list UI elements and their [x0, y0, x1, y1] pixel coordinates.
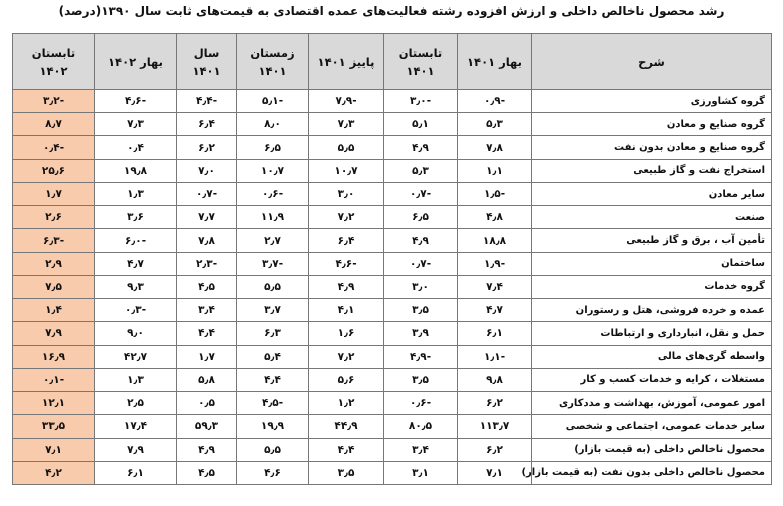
value-cell: ۶٫۲ [458, 438, 532, 461]
value-cell: ۶٫۱ [95, 461, 177, 484]
value-cell: ۴٫۷ [95, 252, 177, 275]
table-row [13, 345, 772, 368]
value-cell: -۳٫۲ [13, 90, 95, 113]
value-cell: ۰٫۴ [95, 136, 177, 159]
row-label: گروه صنایع و معادن [532, 113, 772, 136]
value-cell: ۴٫۶ [237, 461, 309, 484]
value-cell: ۱٫۷ [177, 345, 237, 368]
table-row [13, 461, 772, 484]
value-cell: ۴٫۹ [384, 136, 458, 159]
value-cell: -۰٫۶ [237, 182, 309, 205]
value-cell: ۳٫۰ [309, 182, 384, 205]
header-col: تابستان ۱۴۰۲ [13, 34, 95, 90]
row-label: استخراج نفت و گاز طبیعی [532, 159, 772, 182]
value-cell: ۳٫۱ [384, 461, 458, 484]
value-cell: -۰٫۴ [13, 136, 95, 159]
value-cell: ۷٫۹ [95, 438, 177, 461]
value-cell: ۵٫۵ [237, 275, 309, 298]
value-cell: ۳٫۷ [237, 299, 309, 322]
value-cell: ۶٫۴ [309, 229, 384, 252]
value-cell: -۴٫۶ [95, 90, 177, 113]
value-cell: ۳٫۹ [384, 322, 458, 345]
value-cell: -۱٫۹ [458, 252, 532, 275]
value-cell: ۲٫۶ [13, 206, 95, 229]
value-cell: ۳٫۰ [384, 275, 458, 298]
value-cell: ۷٫۱ [13, 438, 95, 461]
value-cell: ۳٫۵ [384, 368, 458, 391]
value-cell: ۵٫۳ [384, 159, 458, 182]
value-cell: ۶٫۵ [237, 136, 309, 159]
value-cell: ۱۱٫۹ [237, 206, 309, 229]
value-cell: ۸٫۰ [237, 113, 309, 136]
value-cell: ۱٫۷ [13, 182, 95, 205]
row-label: گروه خدمات [532, 275, 772, 298]
value-cell: ۶٫۲ [458, 392, 532, 415]
value-cell: ۷٫۱ [458, 461, 532, 484]
value-cell: ۴٫۴ [177, 322, 237, 345]
value-cell: ۱۱۳٫۷ [458, 415, 532, 438]
header-col: زمستان ۱۴۰۱ [237, 34, 309, 90]
value-cell: -۵٫۱ [237, 90, 309, 113]
value-cell: -۶٫۰ [95, 229, 177, 252]
value-cell: -۰٫۷ [177, 182, 237, 205]
value-cell: ۱٫۶ [309, 322, 384, 345]
header-col: سال ۱۴۰۱ [177, 34, 237, 90]
value-cell: -۱٫۱ [458, 345, 532, 368]
value-cell: ۵٫۸ [177, 368, 237, 391]
value-cell: ۷٫۳ [95, 113, 177, 136]
value-cell: ۵٫۶ [309, 368, 384, 391]
value-cell: ۹٫۰ [95, 322, 177, 345]
table-row [13, 392, 772, 415]
value-cell: ۱٫۱ [458, 159, 532, 182]
value-cell: ۷٫۸ [458, 136, 532, 159]
value-cell: ۱۷٫۴ [95, 415, 177, 438]
table-row [13, 322, 772, 345]
row-label: عمده و خرده فروشی، هتل و رستوران [532, 299, 772, 322]
value-cell: ۱٫۳ [95, 182, 177, 205]
value-cell: ۹٫۳ [95, 275, 177, 298]
value-cell: ۳٫۵ [384, 299, 458, 322]
value-cell: ۷٫۳ [309, 113, 384, 136]
value-cell: ۳٫۴ [177, 299, 237, 322]
table-row [13, 113, 772, 136]
value-cell: ۱٫۳ [95, 368, 177, 391]
table-row [13, 206, 772, 229]
value-cell: ۴٫۹ [177, 438, 237, 461]
table-row [13, 136, 772, 159]
table-row [13, 415, 772, 438]
header-label: شرح [532, 34, 772, 90]
header-col: پاییز ۱۴۰۱ [309, 34, 384, 90]
row-label: گروه کشاورزی [532, 90, 772, 113]
value-cell: ۱۲٫۱ [13, 392, 95, 415]
value-cell: -۴٫۹ [384, 345, 458, 368]
value-cell: ۳٫۴ [384, 438, 458, 461]
table-row [13, 252, 772, 275]
value-cell: ۸٫۷ [13, 113, 95, 136]
value-cell: -۰٫۷ [384, 252, 458, 275]
row-label: تأمین آب ، برق و گاز طبیعی [532, 229, 772, 252]
value-cell: ۷٫۹ [13, 322, 95, 345]
value-cell: ۷٫۵ [13, 275, 95, 298]
value-cell: ۸۰٫۵ [384, 415, 458, 438]
row-label: صنعت [532, 206, 772, 229]
value-cell: ۴٫۴ [237, 368, 309, 391]
value-cell: ۷٫۸ [177, 229, 237, 252]
header-col: بهار ۱۴۰۲ [95, 34, 177, 90]
value-cell: ۴٫۱ [309, 299, 384, 322]
value-cell: ۱۸٫۸ [458, 229, 532, 252]
row-label: امور عمومی، آموزش، بهداشت و مددکاری [532, 392, 772, 415]
row-label: حمل و نقل، انبارداری و ارتباطات [532, 322, 772, 345]
value-cell: ۱٫۲ [309, 392, 384, 415]
value-cell: -۴٫۴ [177, 90, 237, 113]
value-cell: ۱۹٫۹ [237, 415, 309, 438]
value-cell: ۵٫۵ [237, 438, 309, 461]
value-cell: ۵٫۵ [309, 136, 384, 159]
value-cell: ۱۰٫۷ [309, 159, 384, 182]
value-cell: ۱۹٫۸ [95, 159, 177, 182]
value-cell: ۴٫۲ [13, 461, 95, 484]
row-label: مستغلات ، کرایه و خدمات کسب و کار [532, 368, 772, 391]
value-cell: ۷٫۷ [177, 206, 237, 229]
value-cell: ۴۴٫۹ [309, 415, 384, 438]
value-cell: -۰٫۶ [384, 392, 458, 415]
table-row [13, 182, 772, 205]
value-cell: ۳٫۵ [309, 461, 384, 484]
value-cell: ۶٫۱ [458, 322, 532, 345]
value-cell: ۶٫۲ [177, 136, 237, 159]
row-label: سایر معادن [532, 182, 772, 205]
value-cell: ۷٫۰ [177, 159, 237, 182]
value-cell: ۲۵٫۶ [13, 159, 95, 182]
table-row [13, 159, 772, 182]
value-cell: ۵٫۴ [237, 345, 309, 368]
value-cell: ۲٫۹ [13, 252, 95, 275]
value-cell: -۰٫۳ [95, 299, 177, 322]
table-row [13, 438, 772, 461]
value-cell: ۷٫۴ [458, 275, 532, 298]
value-cell: ۴٫۴ [309, 438, 384, 461]
value-cell: ۷٫۲ [309, 345, 384, 368]
value-cell: ۳٫۶ [95, 206, 177, 229]
table-row [13, 90, 772, 113]
row-label: گروه صنایع و معادن بدون نفت [532, 136, 772, 159]
value-cell: -۰٫۷ [384, 182, 458, 205]
value-cell: -۲٫۳ [177, 252, 237, 275]
value-cell: ۴٫۹ [309, 275, 384, 298]
value-cell: ۲٫۵ [95, 392, 177, 415]
value-cell: ۴٫۸ [458, 206, 532, 229]
value-cell: ۴٫۷ [458, 299, 532, 322]
value-cell: ۲٫۷ [237, 229, 309, 252]
table-row [13, 368, 772, 391]
value-cell: ۷٫۲ [309, 206, 384, 229]
value-cell: ۵۹٫۳ [177, 415, 237, 438]
value-cell: ۱۰٫۷ [237, 159, 309, 182]
row-label: محصول ناخالص داخلی (به قیمت بازار) [532, 438, 772, 461]
value-cell: ۶٫۵ [384, 206, 458, 229]
table-title: رشد محصول ناخالص داخلی و ارزش افزوده رشته فعالیت‌های عمده اقتصادی به قیمت‌های ثابت سال ۱۳۹۰(درصد) [58, 4, 725, 18]
value-cell: -۳٫۷ [237, 252, 309, 275]
growth-table [12, 33, 772, 485]
value-cell: ۹٫۸ [458, 368, 532, 391]
value-cell: -۶٫۳ [13, 229, 95, 252]
table-row [13, 229, 772, 252]
value-cell: ۳۳٫۵ [13, 415, 95, 438]
value-cell: ۶٫۳ [237, 322, 309, 345]
value-cell: -۰٫۱ [13, 368, 95, 391]
table-row [13, 299, 772, 322]
row-label: ساختمان [532, 252, 772, 275]
value-cell: ۶٫۴ [177, 113, 237, 136]
row-label: واسطه گری‌های مالی [532, 345, 772, 368]
row-label: سایر خدمات عمومی، اجتماعی و شخصی [532, 415, 772, 438]
header-col: تابستان ۱۴۰۱ [384, 34, 458, 90]
value-cell: ۵٫۱ [384, 113, 458, 136]
value-cell: -۱٫۵ [458, 182, 532, 205]
value-cell: -۴٫۵ [237, 392, 309, 415]
row-label: محصول ناخالص داخلی بدون نفت (به قیمت بازار) [532, 461, 772, 484]
value-cell: ۱٫۴ [13, 299, 95, 322]
value-cell: -۷٫۹ [309, 90, 384, 113]
table-row [13, 275, 772, 298]
value-cell: ۴٫۹ [384, 229, 458, 252]
value-cell: -۳٫۰ [384, 90, 458, 113]
value-cell: -۰٫۹ [458, 90, 532, 113]
value-cell: ۱۶٫۹ [13, 345, 95, 368]
value-cell: ۵٫۳ [458, 113, 532, 136]
value-cell: ۰٫۵ [177, 392, 237, 415]
value-cell: ۴٫۵ [177, 275, 237, 298]
table-body [13, 90, 772, 485]
header-row [13, 34, 772, 90]
value-cell: ۴۲٫۷ [95, 345, 177, 368]
value-cell: ۴٫۵ [177, 461, 237, 484]
value-cell: -۴٫۶ [309, 252, 384, 275]
header-col: بهار ۱۴۰۱ [458, 34, 532, 90]
